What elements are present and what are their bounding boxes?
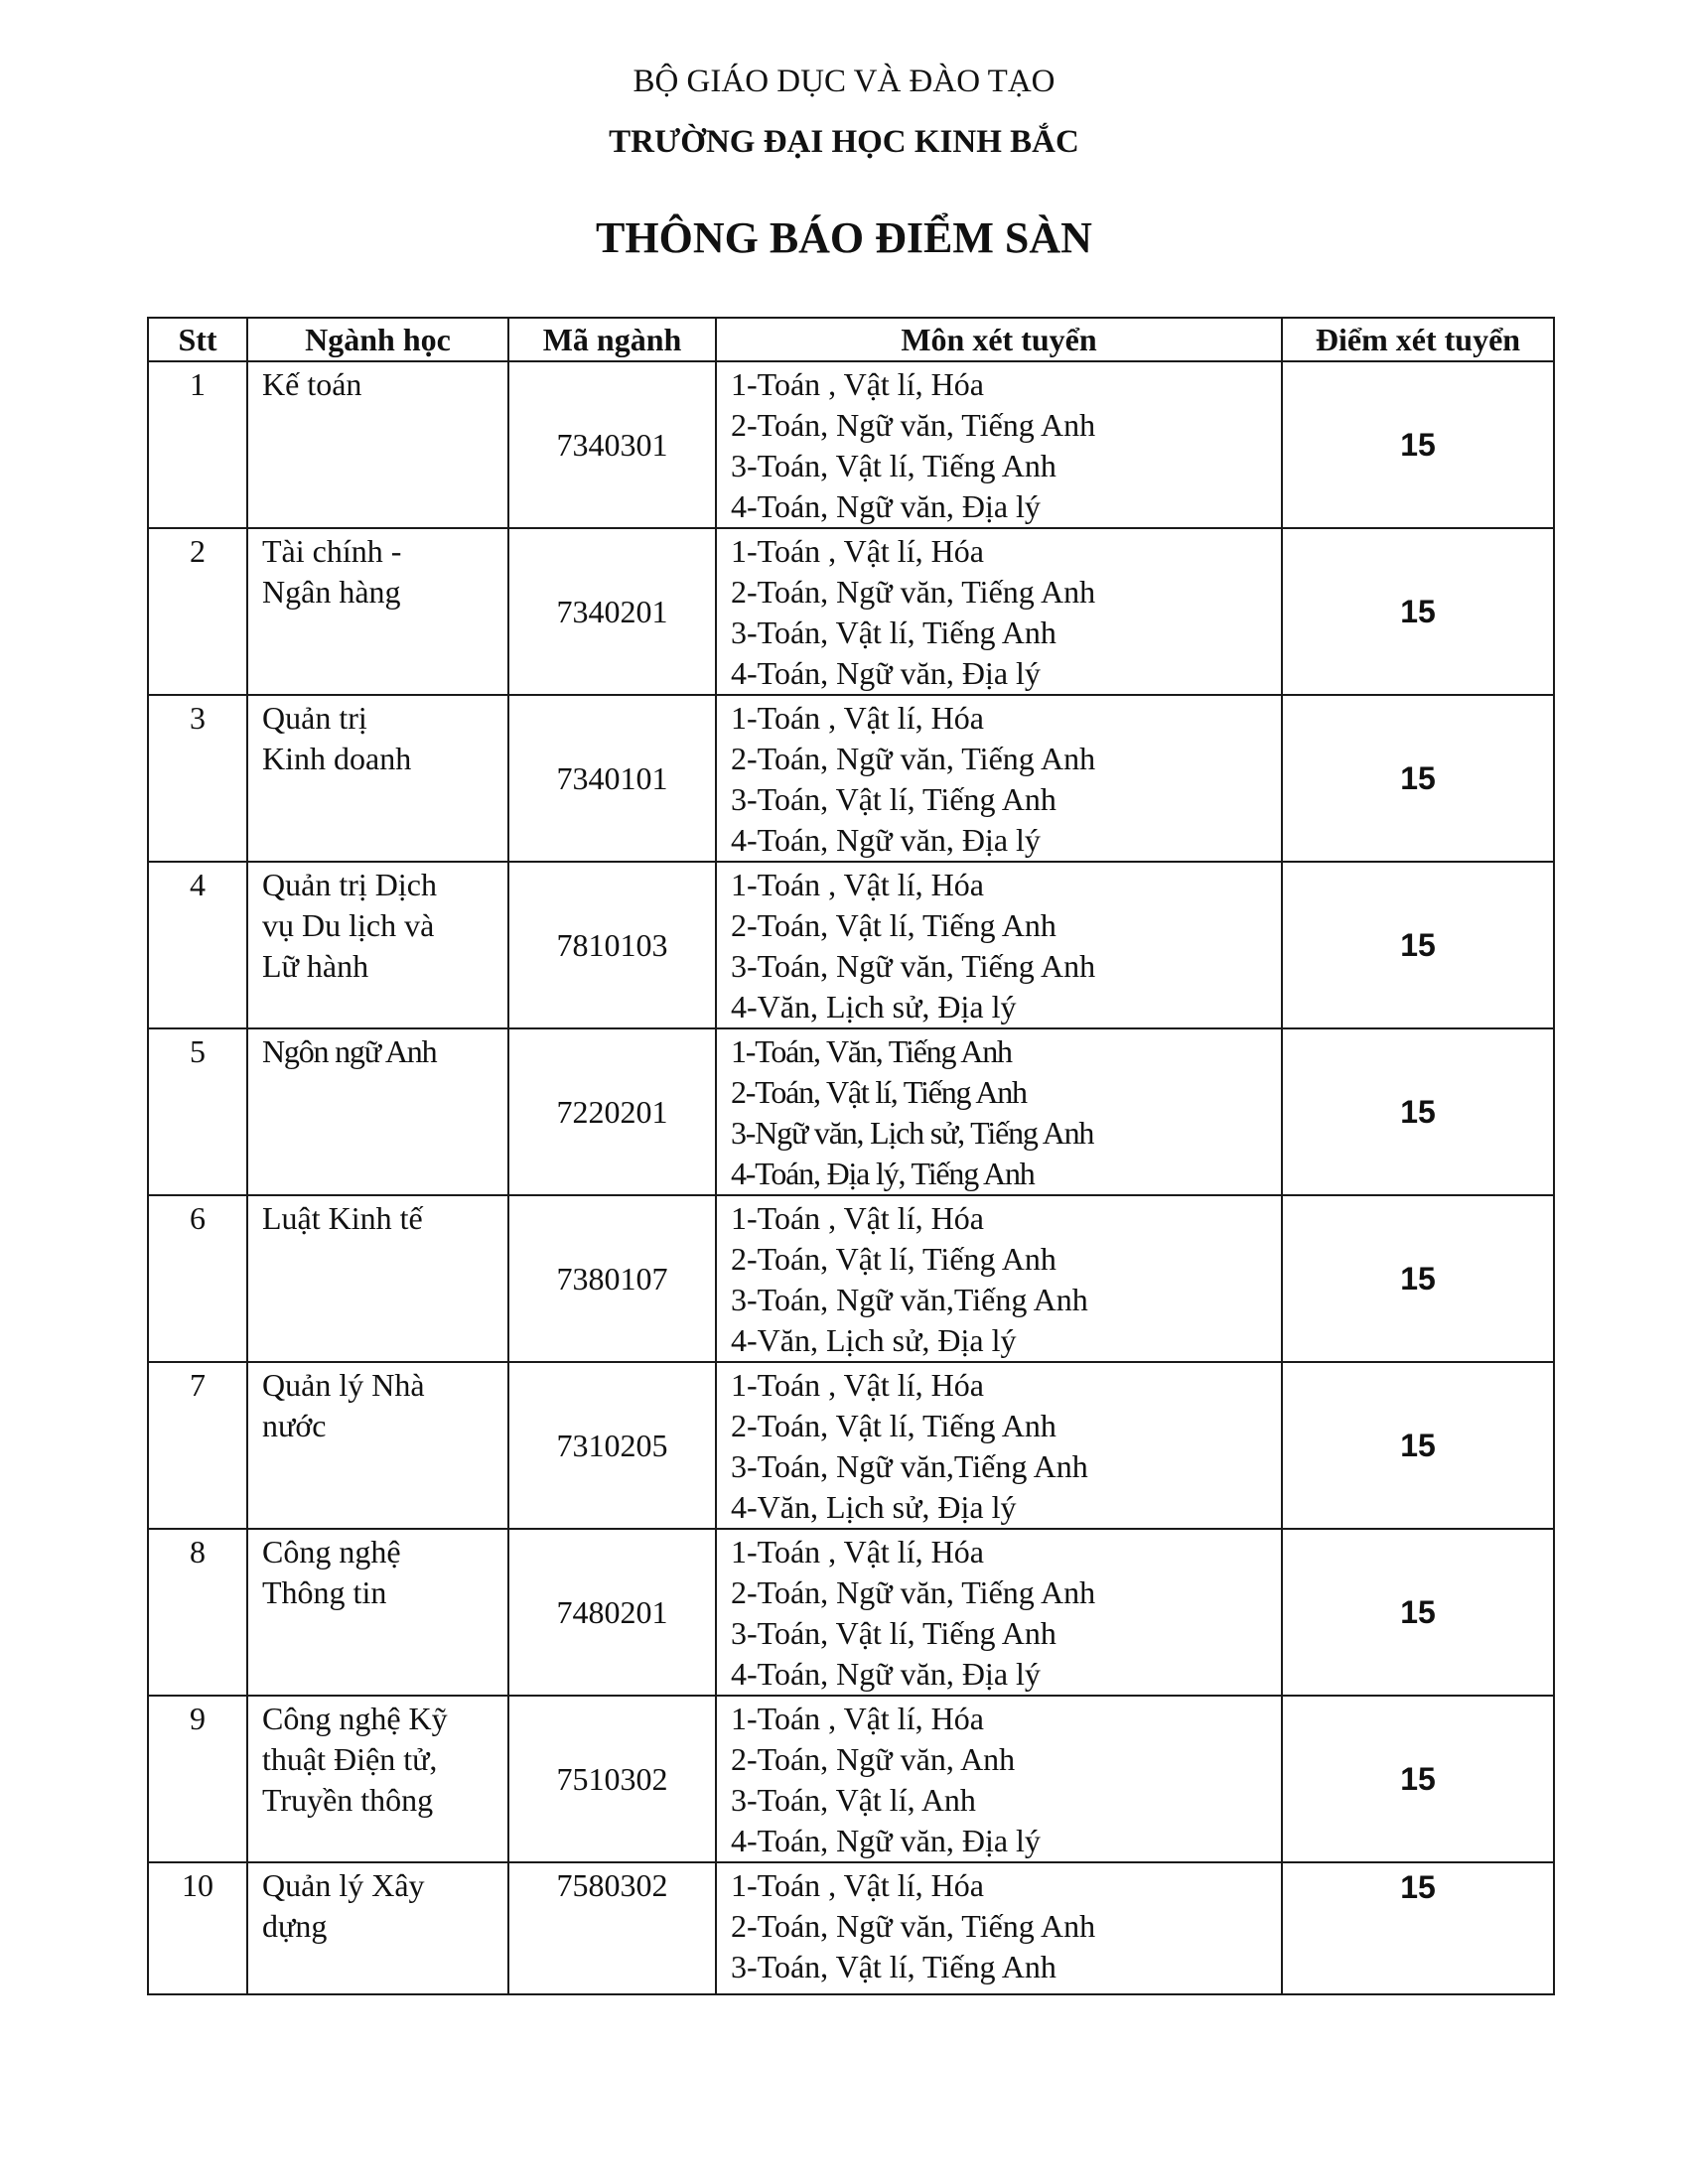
major-name-cell (247, 1362, 508, 1529)
subject-combination: 2-Toán, Vật lí, Tiếng Anh (731, 1408, 1056, 1443)
subject-combination: 4-Toán, Ngữ văn, Địa lý (731, 655, 1041, 691)
subject-combination: 4-Toán, Ngữ văn, Địa lý (731, 1823, 1041, 1858)
table-row (148, 1696, 1554, 1862)
subject-combination: 2-Toán, Ngữ văn, Anh (731, 1741, 1016, 1777)
major-name-line: dựng (262, 1908, 328, 1944)
subject-combinations-cell (716, 1028, 1282, 1195)
major-name-line: Thông tin (262, 1574, 387, 1610)
major-name-cell (247, 361, 508, 528)
subject-combination: 3-Toán, Vật lí, Tiếng Anh (731, 1949, 1056, 1984)
subject-combination: 1-Toán, Văn, Tiếng Anh (731, 1033, 1012, 1069)
subject-combination: 4-Văn, Lịch sử, Địa lý (731, 1489, 1017, 1525)
subject-combination: 3-Ngữ văn, Lịch sử, Tiếng Anh (731, 1115, 1094, 1151)
major-code: 7340201 (508, 528, 716, 695)
admission-score: 15 (1282, 862, 1554, 1028)
major-name-line: Công nghệ (262, 1534, 401, 1570)
subject-combination: 3-Toán, Vật lí, Anh (731, 1782, 976, 1818)
subject-combinations-cell (716, 1696, 1282, 1862)
subject-combination: 2-Toán, Ngữ văn, Tiếng Anh (731, 407, 1096, 443)
major-name-cell (247, 1696, 508, 1862)
subject-combination: 3-Toán, Vật lí, Tiếng Anh (731, 781, 1056, 817)
subject-combination: 1-Toán , Vật lí, Hóa (731, 366, 984, 402)
admission-score: 15 (1282, 361, 1554, 528)
major-name-line: nước (262, 1408, 327, 1443)
major-name-line: vụ Du lịch và (262, 907, 435, 943)
subject-combination: 3-Toán, Ngữ văn,Tiếng Anh (731, 1282, 1088, 1317)
subject-combinations-cell (716, 1529, 1282, 1696)
row-number: 9 (148, 1696, 247, 1862)
row-number: 6 (148, 1195, 247, 1362)
subject-combination: 4-Toán, Ngữ văn, Địa lý (731, 1656, 1041, 1692)
subject-combination: 1-Toán , Vật lí, Hóa (731, 1200, 984, 1236)
subject-combination: 2-Toán, Vật lí, Tiếng Anh (731, 907, 1056, 943)
admission-score: 15 (1282, 1529, 1554, 1696)
subject-combination: 2-Toán, Vật lí, Tiếng Anh (731, 1241, 1056, 1277)
admission-score: 15 (1282, 1696, 1554, 1862)
major-name-cell (247, 1195, 508, 1362)
university-name: TRƯỜNG ĐẠI HỌC KINH BẮC (609, 124, 1079, 160)
major-name-line: Quản lý Nhà (262, 1367, 425, 1403)
subject-combination: 2-Toán, Vật lí, Tiếng Anh (731, 1074, 1027, 1110)
subject-combination: 4-Toán, Ngữ văn, Địa lý (731, 488, 1041, 524)
major-code: 7310205 (508, 1362, 716, 1529)
major-name-line: Truyền thông (262, 1782, 434, 1818)
table-row (148, 695, 1554, 862)
admission-score: 15 (1282, 1028, 1554, 1195)
admission-score: 15 (1282, 1362, 1554, 1529)
subject-combination: 1-Toán , Vật lí, Hóa (731, 533, 984, 569)
major-code: 7510302 (508, 1696, 716, 1862)
subject-combinations-cell (716, 862, 1282, 1028)
subject-combination: 4-Toán, Địa lý, Tiếng Anh (731, 1156, 1035, 1191)
subject-combinations-cell (716, 528, 1282, 695)
table-row (148, 1028, 1554, 1195)
subject-combination: 1-Toán , Vật lí, Hóa (731, 1867, 984, 1903)
subject-combination: 1-Toán , Vật lí, Hóa (731, 700, 984, 736)
major-name-line: Kế toán (262, 366, 362, 402)
subject-combination: 4-Văn, Lịch sử, Địa lý (731, 989, 1017, 1024)
major-name-line: Luật Kinh tế (262, 1200, 423, 1236)
document-title: THÔNG BÁO ĐIỂM SÀN (596, 213, 1092, 262)
subject-combination: 3-Toán, Vật lí, Tiếng Anh (731, 614, 1056, 650)
subject-combination: 1-Toán , Vật lí, Hóa (731, 1367, 984, 1403)
table-body (148, 361, 1554, 1994)
major-name-line: Tài chính - (262, 533, 402, 569)
major-name-line: thuật Điện tử, (262, 1741, 438, 1777)
table-row (148, 1862, 1554, 1994)
row-number: 8 (148, 1529, 247, 1696)
subject-combination: 1-Toán , Vật lí, Hóa (731, 867, 984, 902)
subject-combination: 4-Toán, Ngữ văn, Địa lý (731, 822, 1041, 858)
subject-combination: 2-Toán, Ngữ văn, Tiếng Anh (731, 1908, 1096, 1944)
major-name-cell (247, 1862, 508, 1994)
subject-combination: 3-Toán, Ngữ văn, Tiếng Anh (731, 948, 1096, 984)
subject-combination: 1-Toán , Vật lí, Hóa (731, 1701, 984, 1736)
table-row (148, 528, 1554, 695)
subject-combination: 2-Toán, Ngữ văn, Tiếng Anh (731, 1574, 1096, 1610)
column-header-major: Ngành học (247, 318, 508, 361)
major-name-line: Ngân hàng (262, 574, 401, 610)
admission-score: 15 (1282, 528, 1554, 695)
major-name-line: Quản lý Xây (262, 1867, 425, 1903)
major-name-cell (247, 695, 508, 862)
major-name-line: Lữ hành (262, 948, 369, 984)
subject-combinations-cell (716, 1862, 1282, 1994)
table-header-row (148, 318, 1554, 361)
major-name-cell (247, 862, 508, 1028)
table-row (148, 862, 1554, 1028)
subject-combination: 3-Toán, Ngữ văn,Tiếng Anh (731, 1448, 1088, 1484)
admission-score: 15 (1282, 695, 1554, 862)
table-row (148, 1195, 1554, 1362)
admission-score: 15 (1282, 1195, 1554, 1362)
major-name-line: Ngôn ngữ Anh (262, 1033, 437, 1069)
subject-combination: 4-Văn, Lịch sử, Địa lý (731, 1322, 1017, 1358)
major-name-line: Quản trị Dịch (262, 867, 437, 902)
subject-combinations-cell (716, 361, 1282, 528)
admission-score-table (147, 317, 1555, 1995)
row-number: 5 (148, 1028, 247, 1195)
major-name-cell (247, 1028, 508, 1195)
major-code: 7480201 (508, 1529, 716, 1696)
major-name-line: Kinh doanh (262, 741, 412, 776)
major-code: 7810103 (508, 862, 716, 1028)
row-number: 3 (148, 695, 247, 862)
column-header-stt: Stt (148, 318, 247, 361)
row-number: 7 (148, 1362, 247, 1529)
row-number: 2 (148, 528, 247, 695)
major-code: 7380107 (508, 1195, 716, 1362)
subject-combination: 2-Toán, Ngữ văn, Tiếng Anh (731, 574, 1096, 610)
row-number: 10 (148, 1862, 247, 1994)
ministry-name: BỘ GIÁO DỤC VÀ ĐÀO TẠO (633, 64, 1055, 99)
major-code: 7580302 (508, 1862, 716, 1994)
subject-combinations-cell (716, 695, 1282, 862)
row-number: 1 (148, 361, 247, 528)
column-header-score: Điểm xét tuyển (1282, 318, 1554, 361)
table-row (148, 361, 1554, 528)
table-row (148, 1529, 1554, 1696)
subject-combination: 1-Toán , Vật lí, Hóa (731, 1534, 984, 1570)
major-code: 7220201 (508, 1028, 716, 1195)
subject-combination: 3-Toán, Vật lí, Tiếng Anh (731, 448, 1056, 483)
column-header-code: Mã ngành (508, 318, 716, 361)
column-header-subjects: Môn xét tuyển (716, 318, 1282, 361)
subject-combination: 2-Toán, Ngữ văn, Tiếng Anh (731, 741, 1096, 776)
subject-combination: 3-Toán, Vật lí, Tiếng Anh (731, 1615, 1056, 1651)
major-name-cell (247, 528, 508, 695)
major-name-line: Quản trị (262, 700, 367, 736)
major-code: 7340101 (508, 695, 716, 862)
major-code: 7340301 (508, 361, 716, 528)
major-name-cell (247, 1529, 508, 1696)
admission-score: 15 (1282, 1862, 1554, 1994)
row-number: 4 (148, 862, 247, 1028)
subject-combinations-cell (716, 1362, 1282, 1529)
table-row (148, 1362, 1554, 1529)
major-name-line: Công nghệ Kỹ (262, 1701, 448, 1736)
subject-combinations-cell (716, 1195, 1282, 1362)
